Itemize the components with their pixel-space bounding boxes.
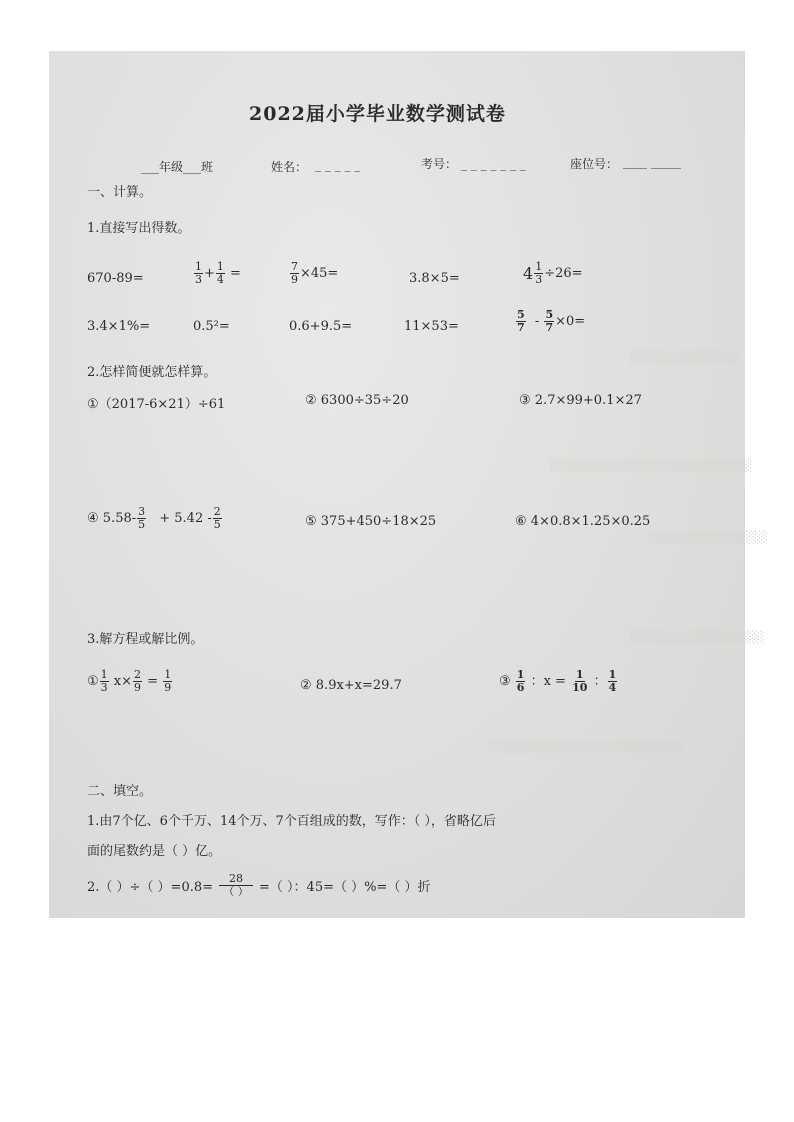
section-heading: 二、填空。 (87, 784, 153, 799)
fraction: $\frac{1}{9}$ (164, 668, 172, 694)
problem-text: 4 $\frac{1}{3}$ ÷26= (523, 260, 583, 286)
problem-text: 0.5²= (193, 319, 230, 334)
question-heading: 1.直接写出得数。 (87, 221, 191, 236)
section-heading: 一、计算。 (87, 185, 153, 200)
grade-class-field[interactable]: ___年级___班 (141, 160, 214, 174)
problem-text: ③ 2.7×99+0.1×27 (519, 393, 642, 408)
fraction: $\frac{7}{9}$ (291, 260, 298, 286)
fraction: $\frac{1}{3}$ (100, 668, 108, 694)
fraction: $\frac{5}{7}$ (517, 308, 525, 334)
fraction: $\frac{1}{4}$ (608, 668, 617, 694)
bleed-through-text: ░░░░░░░░░░░░░░░░░░░░░░░░ (549, 459, 753, 472)
fraction: $\frac{28}{( )}$ (219, 873, 253, 898)
seat-number-label: 座位号： (570, 157, 619, 171)
exam-number-label: 考号： (421, 157, 458, 171)
fraction: $\frac{1}{10}$ (572, 668, 588, 694)
problem-text: ④ 5.58- $\frac{3}{5}$ + 5.42 - $\frac{2}{5}$ (87, 505, 221, 531)
bleed-through-text: ░░░░░░░░░░░░░ (629, 351, 739, 364)
problem-text: $\frac{1}{3}$ + $\frac{1}{4}$ = (195, 260, 241, 286)
bleed-through-text: ░░░░░░░░░░░░░░ (649, 531, 768, 544)
bleed-through-text: ░░░░░░░░░░░░░░░░░░░░░░░ (489, 741, 684, 754)
fraction: $\frac{3}{5}$ (138, 505, 146, 531)
fraction: $\frac{1}{4}$ (216, 260, 224, 286)
problem-text: $\frac{5}{7}$ - $\frac{5}{7}$ ×0= (517, 308, 586, 334)
problem-text: 3.8×5= (409, 271, 460, 286)
question-heading: 3.解方程或解比例。 (87, 632, 204, 647)
seat-number-field[interactable]: ____ _____ (623, 155, 681, 169)
problem-text: 11×53= (404, 319, 459, 334)
exam-number-field[interactable]: _ _ _ _ _ _ _ (461, 157, 526, 171)
equation-text: ③ $\frac{1}{6}$ ：x = $\frac{1}{10}$ ： $\frac{1}{4}$ (499, 668, 617, 694)
bleed-through-text: ░░░░░░░░░░░░░░░░ (629, 631, 765, 644)
fill-in-question: 2.（ ）÷（ ）=0.8= $\frac{28}{( )}$ =（ ）：45=（ ）%=（ ）折 (87, 872, 431, 898)
problem-text: ② 6300÷35÷20 (305, 393, 409, 408)
fraction: $\frac{2}{5}$ (213, 505, 221, 531)
problem-text: $\frac{7}{9}$ ×45= (291, 260, 339, 286)
fraction: $\frac{2}{9}$ (134, 668, 142, 694)
equation-text: ② 8.9x+x=29.7 (300, 678, 402, 693)
fraction: $\frac{1}{6}$ (516, 668, 525, 694)
problem-text: ①（2017-6×21）÷61 (87, 397, 226, 412)
problem-text: 0.6+9.5= (289, 319, 353, 334)
equation-text: ① $\frac{1}{3}$ x× $\frac{2}{9}$ = $\frac{1}{9}$ (87, 668, 172, 694)
fraction: $\frac{5}{7}$ (545, 308, 554, 334)
problem-text: ⑥ 4×0.8×1.25×0.25 (515, 514, 651, 529)
problem-text: 670-89= (87, 271, 144, 286)
name-label: 姓名： (271, 160, 308, 174)
paper-title: 2022届小学毕业数学测试卷 (249, 103, 506, 125)
name-field[interactable]: _ _ _ _ _ (315, 158, 361, 172)
question-heading: 2.怎样简便就怎样算。 (87, 365, 217, 380)
problem-text: 3.4×1%= (87, 319, 151, 334)
fraction: $\frac{1}{3}$ (535, 260, 543, 286)
problem-text: ⑤ 375+450÷18×25 (305, 514, 437, 529)
exam-paper (49, 51, 768, 918)
fill-in-question: 1.由7个亿、6个千万、14个万、7个百组成的数，写作：（ ），省略亿后 (87, 814, 496, 829)
fill-in-question: 面的尾数约是（ ）亿。 (87, 844, 222, 859)
fraction: $\frac{1}{3}$ (195, 260, 202, 286)
